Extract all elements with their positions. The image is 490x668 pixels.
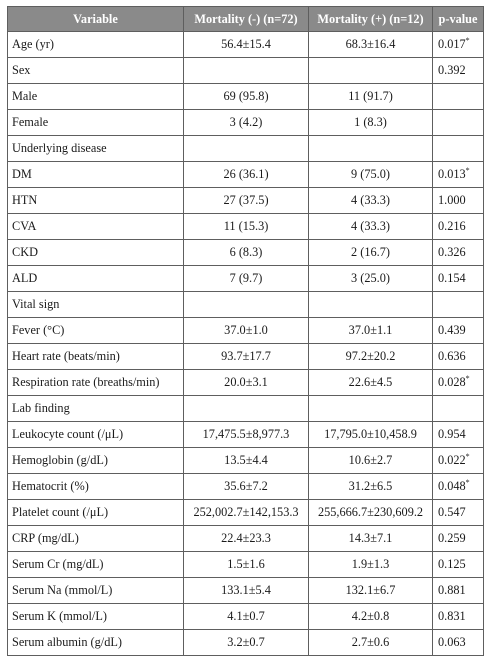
p-value-cell bbox=[433, 58, 484, 84]
variable-cell: Serum Cr (mg/dL) bbox=[8, 552, 184, 578]
p-value-text: 0.154 bbox=[438, 271, 466, 285]
header-row bbox=[8, 7, 484, 32]
variable-cell: Platelet count (/μL) bbox=[8, 500, 184, 526]
significance-marker: * bbox=[465, 452, 470, 461]
p-value-cell bbox=[433, 552, 484, 578]
mortality-positive-cell: 4.2±0.8 bbox=[309, 604, 433, 630]
table-container bbox=[7, 6, 484, 656]
variable-cell: Lab finding bbox=[8, 396, 184, 422]
p-value-cell bbox=[433, 32, 484, 58]
mortality-negative-cell bbox=[184, 58, 309, 84]
mortality-positive-cell: 3 (25.0) bbox=[309, 266, 433, 292]
significance-marker: * bbox=[465, 478, 470, 487]
p-value-cell bbox=[433, 526, 484, 552]
table-row bbox=[8, 474, 484, 500]
table-row bbox=[8, 110, 484, 136]
mortality-negative-cell: 6 (8.3) bbox=[184, 240, 309, 266]
mortality-negative-cell: 133.1±5.4 bbox=[184, 578, 309, 604]
p-value-text: 0.022 bbox=[438, 453, 466, 467]
table-row bbox=[8, 292, 484, 318]
table-row bbox=[8, 136, 484, 162]
variable-cell: Male bbox=[8, 84, 184, 110]
mortality-positive-cell: 4 (33.3) bbox=[309, 214, 433, 240]
p-value-cell bbox=[433, 578, 484, 604]
p-value-text: 0.881 bbox=[438, 583, 466, 597]
significance-marker: * bbox=[465, 166, 470, 175]
significance-marker: * bbox=[465, 374, 470, 383]
table-row bbox=[8, 32, 484, 58]
p-value-cell bbox=[433, 370, 484, 396]
mortality-positive-cell: 17,795.0±10,458.9 bbox=[309, 422, 433, 448]
mortality-positive-cell: 97.2±20.2 bbox=[309, 344, 433, 370]
p-value-text: 1.000 bbox=[438, 193, 466, 207]
header-variable: Variable bbox=[8, 7, 184, 32]
p-value-cell bbox=[433, 188, 484, 214]
mortality-negative-cell: 93.7±17.7 bbox=[184, 344, 309, 370]
table-row bbox=[8, 578, 484, 604]
variable-cell: CRP (mg/dL) bbox=[8, 526, 184, 552]
p-value-cell bbox=[433, 396, 484, 422]
mortality-positive-cell: 255,666.7±230,609.2 bbox=[309, 500, 433, 526]
mortality-positive-cell: 2 (16.7) bbox=[309, 240, 433, 266]
mortality-negative-cell: 252,002.7±142,153.3 bbox=[184, 500, 309, 526]
header-mortality-positive: Mortality (+) (n=12) bbox=[309, 7, 433, 32]
mortality-positive-cell: 11 (91.7) bbox=[309, 84, 433, 110]
mortality-negative-cell: 69 (95.8) bbox=[184, 84, 309, 110]
variable-cell: Age (yr) bbox=[8, 32, 184, 58]
p-value-text: 0.547 bbox=[438, 505, 466, 519]
variable-cell: Serum Na (mmol/L) bbox=[8, 578, 184, 604]
mortality-positive-cell: 9 (75.0) bbox=[309, 162, 433, 188]
table-row bbox=[8, 526, 484, 552]
mortality-negative-cell: 37.0±1.0 bbox=[184, 318, 309, 344]
table-row bbox=[8, 370, 484, 396]
mortality-positive-cell: 14.3±7.1 bbox=[309, 526, 433, 552]
mortality-positive-cell bbox=[309, 136, 433, 162]
variable-cell: Female bbox=[8, 110, 184, 136]
table-row bbox=[8, 318, 484, 344]
table-header bbox=[8, 7, 484, 32]
mortality-positive-cell: 1 (8.3) bbox=[309, 110, 433, 136]
mortality-negative-cell bbox=[184, 396, 309, 422]
header-p-value: p-value bbox=[433, 7, 484, 32]
p-value-cell bbox=[433, 266, 484, 292]
mortality-negative-cell bbox=[184, 292, 309, 318]
p-value-cell bbox=[433, 500, 484, 526]
p-value-cell bbox=[433, 136, 484, 162]
mortality-positive-cell: 22.6±4.5 bbox=[309, 370, 433, 396]
variable-cell: Heart rate (beats/min) bbox=[8, 344, 184, 370]
table-row bbox=[8, 214, 484, 240]
p-value-text: 0.392 bbox=[438, 63, 466, 77]
p-value-text: 0.125 bbox=[438, 557, 466, 571]
p-value-cell bbox=[433, 318, 484, 344]
mortality-positive-cell: 31.2±6.5 bbox=[309, 474, 433, 500]
mortality-positive-cell: 68.3±16.4 bbox=[309, 32, 433, 58]
mortality-positive-cell: 4 (33.3) bbox=[309, 188, 433, 214]
p-value-cell bbox=[433, 292, 484, 318]
p-value-cell bbox=[433, 422, 484, 448]
p-value-text: 0.017 bbox=[438, 37, 466, 51]
mortality-negative-cell: 17,475.5±8,977.3 bbox=[184, 422, 309, 448]
mortality-negative-cell: 27 (37.5) bbox=[184, 188, 309, 214]
table-row bbox=[8, 630, 484, 656]
mortality-negative-cell: 35.6±7.2 bbox=[184, 474, 309, 500]
table-row bbox=[8, 266, 484, 292]
p-value-cell bbox=[433, 344, 484, 370]
p-value-cell bbox=[433, 162, 484, 188]
significance-marker: * bbox=[465, 36, 470, 45]
mortality-positive-cell: 132.1±6.7 bbox=[309, 578, 433, 604]
p-value-text: 0.063 bbox=[438, 635, 466, 649]
mortality-negative-cell: 1.5±1.6 bbox=[184, 552, 309, 578]
table-row bbox=[8, 162, 484, 188]
variable-cell: Serum K (mmol/L) bbox=[8, 604, 184, 630]
variable-cell: Hematocrit (%) bbox=[8, 474, 184, 500]
p-value-text: 0.326 bbox=[438, 245, 466, 259]
mortality-positive-cell bbox=[309, 396, 433, 422]
p-value-cell bbox=[433, 214, 484, 240]
p-value-cell bbox=[433, 84, 484, 110]
variable-cell: Underlying disease bbox=[8, 136, 184, 162]
mortality-negative-cell: 7 (9.7) bbox=[184, 266, 309, 292]
p-value-text: 0.831 bbox=[438, 609, 466, 623]
p-value-cell bbox=[433, 630, 484, 656]
mortality-comparison-table bbox=[7, 6, 484, 656]
table-body bbox=[8, 32, 484, 656]
p-value-cell bbox=[433, 448, 484, 474]
mortality-positive-cell bbox=[309, 292, 433, 318]
variable-cell: Hemoglobin (g/dL) bbox=[8, 448, 184, 474]
variable-cell: Vital sign bbox=[8, 292, 184, 318]
mortality-negative-cell bbox=[184, 136, 309, 162]
mortality-negative-cell: 11 (15.3) bbox=[184, 214, 309, 240]
table-row bbox=[8, 396, 484, 422]
mortality-negative-cell: 13.5±4.4 bbox=[184, 448, 309, 474]
mortality-positive-cell: 1.9±1.3 bbox=[309, 552, 433, 578]
table-row bbox=[8, 448, 484, 474]
p-value-cell bbox=[433, 240, 484, 266]
variable-cell: DM bbox=[8, 162, 184, 188]
variable-cell: Serum albumin (g/dL) bbox=[8, 630, 184, 656]
table-row bbox=[8, 188, 484, 214]
p-value-text: 0.028 bbox=[438, 375, 466, 389]
table-row bbox=[8, 422, 484, 448]
p-value-cell bbox=[433, 474, 484, 500]
mortality-negative-cell: 3 (4.2) bbox=[184, 110, 309, 136]
p-value-text: 0.048 bbox=[438, 479, 466, 493]
mortality-positive-cell: 10.6±2.7 bbox=[309, 448, 433, 474]
mortality-positive-cell bbox=[309, 58, 433, 84]
mortality-negative-cell: 4.1±0.7 bbox=[184, 604, 309, 630]
mortality-positive-cell: 37.0±1.1 bbox=[309, 318, 433, 344]
variable-cell: Leukocyte count (/μL) bbox=[8, 422, 184, 448]
p-value-text: 0.954 bbox=[438, 427, 466, 441]
table-row bbox=[8, 500, 484, 526]
table-row bbox=[8, 344, 484, 370]
header-mortality-negative: Mortality (-) (n=72) bbox=[184, 7, 309, 32]
mortality-negative-cell: 26 (36.1) bbox=[184, 162, 309, 188]
p-value-text: 0.216 bbox=[438, 219, 466, 233]
table-row bbox=[8, 240, 484, 266]
p-value-text: 0.259 bbox=[438, 531, 466, 545]
p-value-cell bbox=[433, 604, 484, 630]
table-row bbox=[8, 604, 484, 630]
p-value-cell bbox=[433, 110, 484, 136]
p-value-text: 0.013 bbox=[438, 167, 466, 181]
mortality-positive-cell: 2.7±0.6 bbox=[309, 630, 433, 656]
variable-cell: HTN bbox=[8, 188, 184, 214]
mortality-negative-cell: 56.4±15.4 bbox=[184, 32, 309, 58]
variable-cell: Fever (°C) bbox=[8, 318, 184, 344]
mortality-negative-cell: 22.4±23.3 bbox=[184, 526, 309, 552]
variable-cell: CVA bbox=[8, 214, 184, 240]
table-row bbox=[8, 84, 484, 110]
mortality-negative-cell: 20.0±3.1 bbox=[184, 370, 309, 396]
variable-cell: Sex bbox=[8, 58, 184, 84]
table-row bbox=[8, 552, 484, 578]
p-value-text: 0.636 bbox=[438, 349, 466, 363]
variable-cell: Respiration rate (breaths/min) bbox=[8, 370, 184, 396]
mortality-negative-cell: 3.2±0.7 bbox=[184, 630, 309, 656]
variable-cell: ALD bbox=[8, 266, 184, 292]
p-value-text: 0.439 bbox=[438, 323, 466, 337]
variable-cell: CKD bbox=[8, 240, 184, 266]
table-row bbox=[8, 58, 484, 84]
